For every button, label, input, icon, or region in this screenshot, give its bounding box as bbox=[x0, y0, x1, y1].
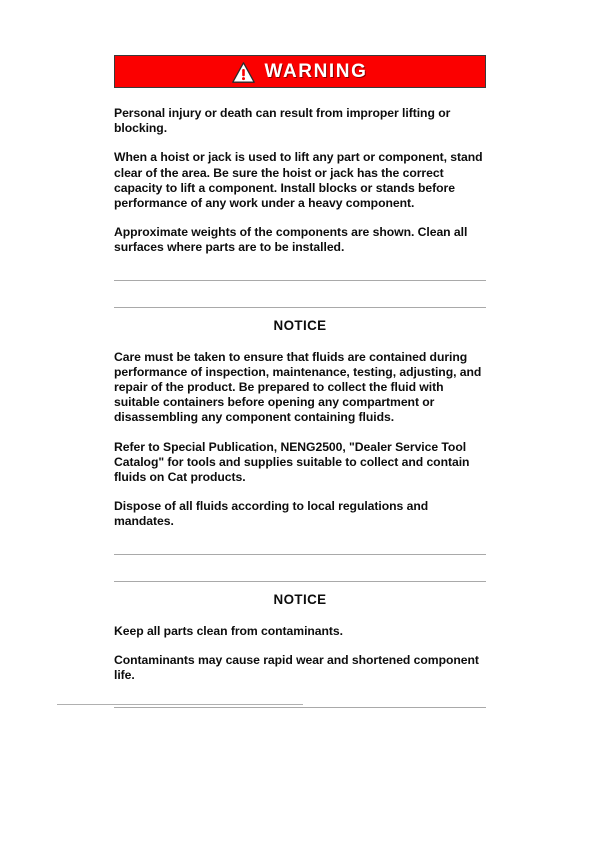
warning-banner bbox=[114, 55, 486, 88]
notice-heading: NOTICE bbox=[273, 591, 327, 607]
warning-paragraph: Personal injury or death can result from improper lifting or blocking. bbox=[114, 106, 451, 136]
notice-paragraph: Care must be taken to ensure that fluids are contained during performance of inspection, maintenance, testing, adjusting, and repair of the product. Be prepared to collect the fluid with suitable containers before opening any compartment or disassembling any component containing fluids. bbox=[114, 349, 482, 425]
warning-paragraph: Approximate weights of the components are shown. Clean all surfaces where parts are to be installed. bbox=[114, 225, 468, 255]
notice-paragraph: Dispose of all fluids according to local regulations and mandates. bbox=[114, 499, 429, 529]
warning-paragraph: When a hoist or jack is used to lift any part or component, stand clear of the area. Be sure the hoist or jack has the correct capacity to lift a component. Install blocks or stands before performance of any work under a heavy component. bbox=[114, 150, 483, 211]
section-divider bbox=[114, 554, 486, 555]
notice-paragraph: Contaminants may cause rapid wear and shortened component life. bbox=[114, 652, 479, 683]
notice-paragraph: Refer to Special Publication, NENG2500, "Dealer Service Tool Catalog" for tools and supplies suitable to collect and contain fluids on Cat products. bbox=[114, 439, 470, 485]
page-content bbox=[114, 55, 486, 708]
footer-divider bbox=[57, 704, 303, 705]
section-divider bbox=[114, 707, 486, 708]
warning-label: WARNING bbox=[264, 61, 368, 82]
notice-heading: NOTICE bbox=[273, 317, 327, 333]
notice-paragraph: Keep all parts clean from contaminants. bbox=[114, 623, 344, 638]
warning-triangle-icon bbox=[232, 62, 255, 83]
section-divider bbox=[114, 280, 486, 281]
